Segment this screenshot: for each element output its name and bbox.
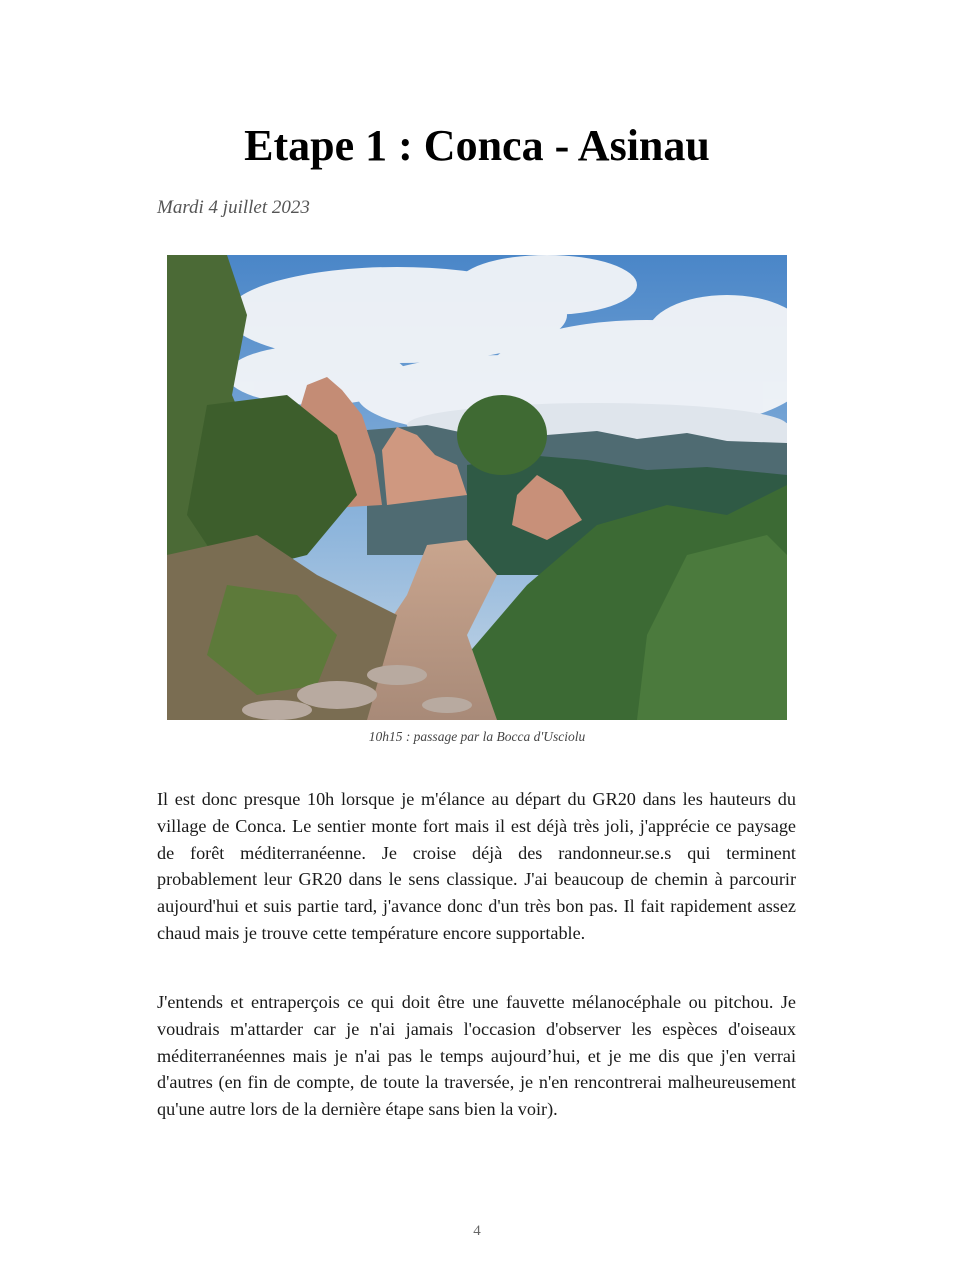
page-title: Etape 1 : Conca - Asinau (244, 121, 710, 170)
photo-caption: 10h15 : passage par la Bocca d'Usciolu (368, 729, 586, 744)
paragraph-1: Il est donc presque 10h lorsque je m'élance au départ du GR20 dans les hauteurs du village de Conca. Le sentier monte fort mais il est déjà très joli, j'apprécie ce paysage de forêt méditerranéenne. Je croise déjà des randonneur.se.s qui terminent probablement leur GR20 dans le sens classique. J'ai beaucoup de chemin à parcourir aujourd'hui et suis partie tard, j'avance donc d'un très bon pas. Il fait rapidement assez chaud mais je trouve cette température encore supportable. (157, 789, 796, 943)
landscape-photo (167, 255, 787, 720)
paragraph-2: J'entends et entraperçois ce qui doit être une fauvette mélanocéphale ou pitchou. Je voudrais m'attarder car je n'ai jamais l'occasion d'observer les espèces d'oiseaux méditerranéennes mais je n'ai pas le temps aujourd’hui, et je me dis que j'en verrai d'autres (en fin de compte, de toute la traversée, je n'en rencontrerai malheureusement qu'une autre lors de la dernière étape sans bien la voir). (157, 992, 796, 1120)
entry-date: Mardi 4 juillet 2023 (157, 197, 310, 218)
page-number: 4 (473, 1223, 481, 1239)
